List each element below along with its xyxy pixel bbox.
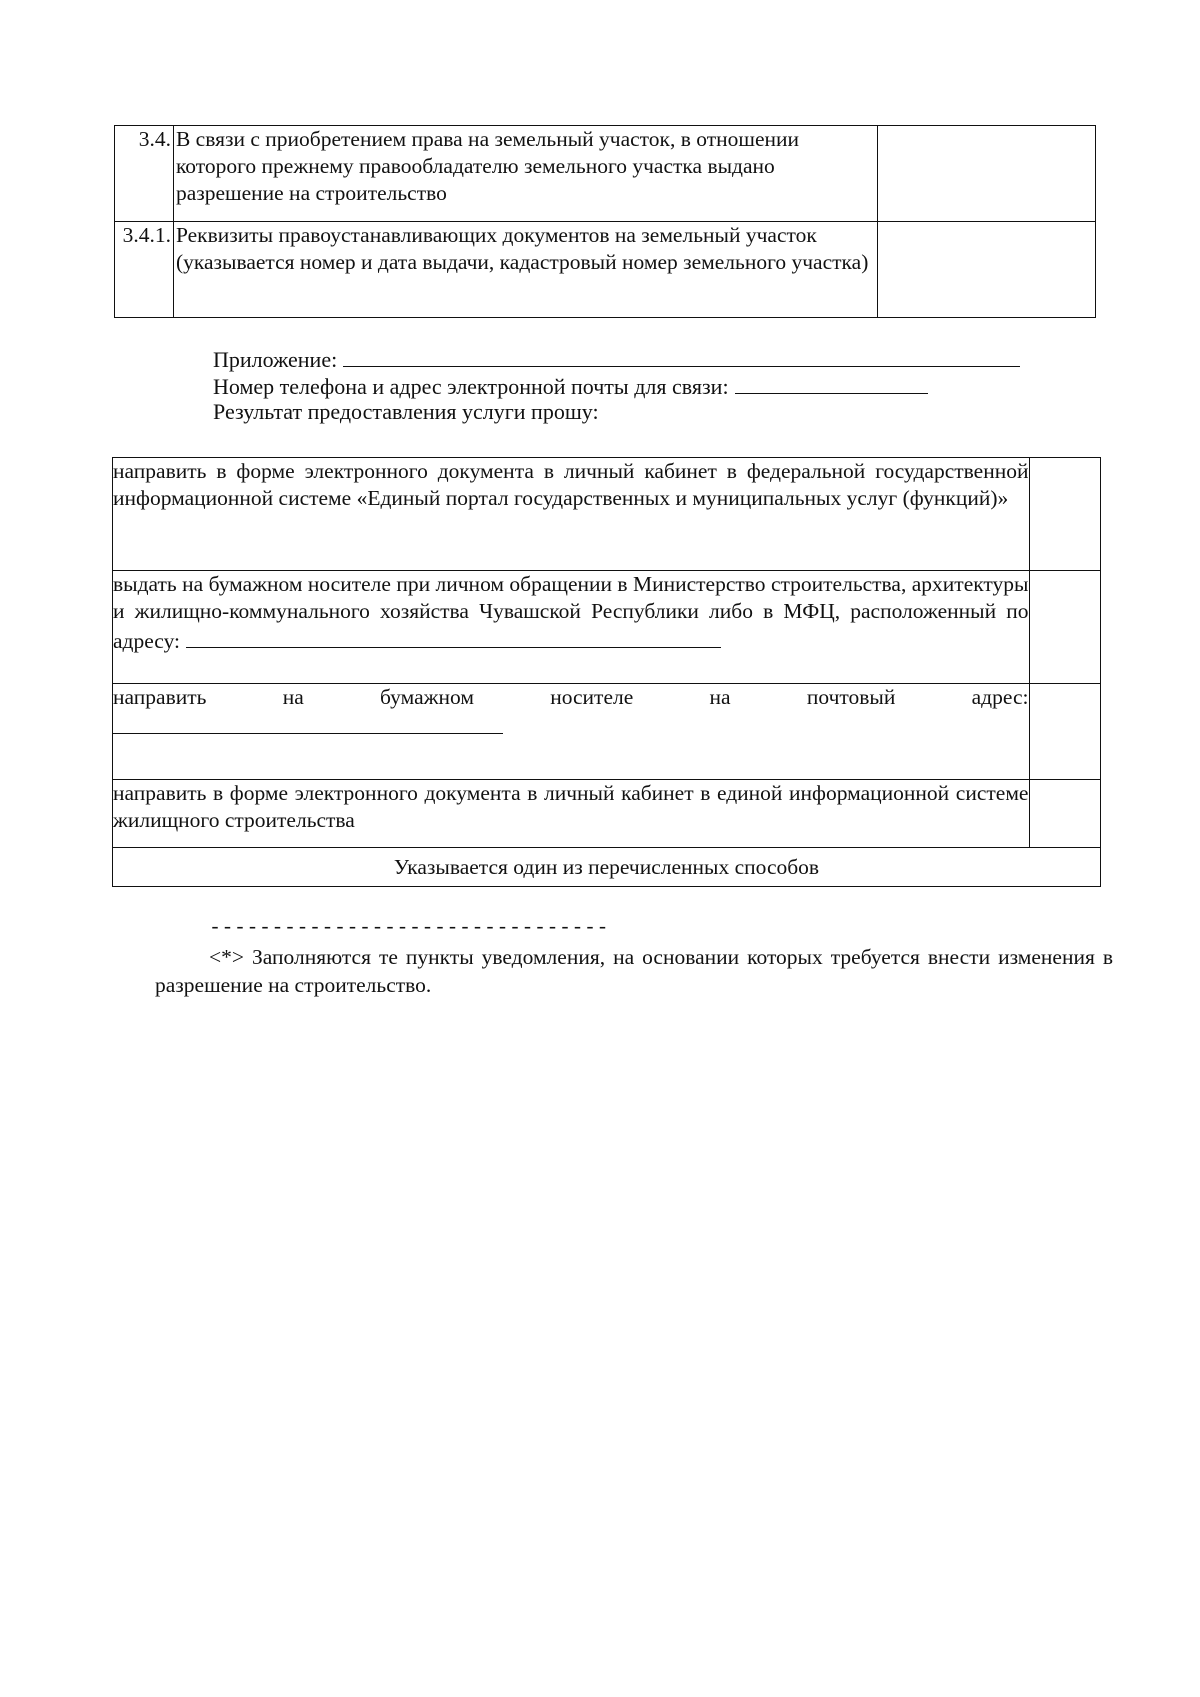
row-number: 3.4.	[115, 126, 174, 222]
attachment-field[interactable]	[343, 344, 1020, 367]
row-description: Реквизиты правоустанавливающих документов на земельный участок (указывается номер и дата выдачи, кадастровый номер земельного участка)	[173, 222, 877, 318]
footnote-text: <*> Заполняются те пункты уведомления, на основании которых требуется внести изменения в разрешение на строительство.	[155, 945, 1113, 997]
attachment-line	[213, 344, 1020, 373]
footnote-separator: --------------------------------	[209, 917, 610, 940]
option-eisjs-text: направить в форме электронного документа в личный кабинет в единой информационной системе жилищного строительства	[113, 780, 1030, 848]
table-row	[113, 571, 1101, 684]
table-row	[113, 780, 1101, 848]
row-number: 3.4.1.	[115, 222, 174, 318]
options-note: Указывается один из перечисленных способов	[113, 848, 1101, 887]
table-row	[113, 684, 1101, 780]
option-postal-cell	[113, 684, 1030, 780]
contact-line	[213, 371, 928, 400]
result-request-label: Результат предоставления услуги прошу:	[213, 399, 599, 424]
table-row	[115, 222, 1096, 318]
option-epgu-checkbox[interactable]	[1030, 458, 1101, 571]
result-options-table	[112, 457, 1101, 887]
table-row	[113, 848, 1101, 887]
option-eisjs-checkbox[interactable]	[1030, 780, 1101, 848]
mfc-address-field[interactable]	[186, 625, 721, 648]
row-description: В связи с приобретением права на земельный участок, в отношении которого прежнему правообладателю земельного участка выдано разрешение на строительство	[173, 126, 877, 222]
option-postal-text: направить на бумажном носителе на почтовый адрес:	[113, 685, 1029, 709]
section-table	[114, 125, 1096, 318]
attachment-label: Приложение:	[213, 347, 338, 372]
contact-field[interactable]	[735, 371, 928, 394]
row-value-cell[interactable]	[877, 126, 1095, 222]
table-row	[113, 458, 1101, 571]
table-row	[115, 126, 1096, 222]
option-paper-office-checkbox[interactable]	[1030, 571, 1101, 684]
option-paper-office-cell	[113, 571, 1030, 684]
option-epgu-text: направить в форме электронного документа в личный кабинет в федеральной государственной информационной системе «Единый портал государственных и муниципальных услуг (функций)»	[113, 458, 1030, 571]
postal-address-field[interactable]	[113, 711, 503, 734]
option-postal-checkbox[interactable]	[1030, 684, 1101, 780]
row-value-cell[interactable]	[877, 222, 1095, 318]
option-paper-office-text: выдать на бумажном носителе при личном обращении в Министерство строительства, архитектуры и жилищно-коммунального хозяйства Чувашской Республики либо в МФЦ, расположенный по адресу:	[113, 572, 1029, 653]
contact-label: Номер телефона и адрес электронной почты для связи:	[213, 374, 729, 399]
